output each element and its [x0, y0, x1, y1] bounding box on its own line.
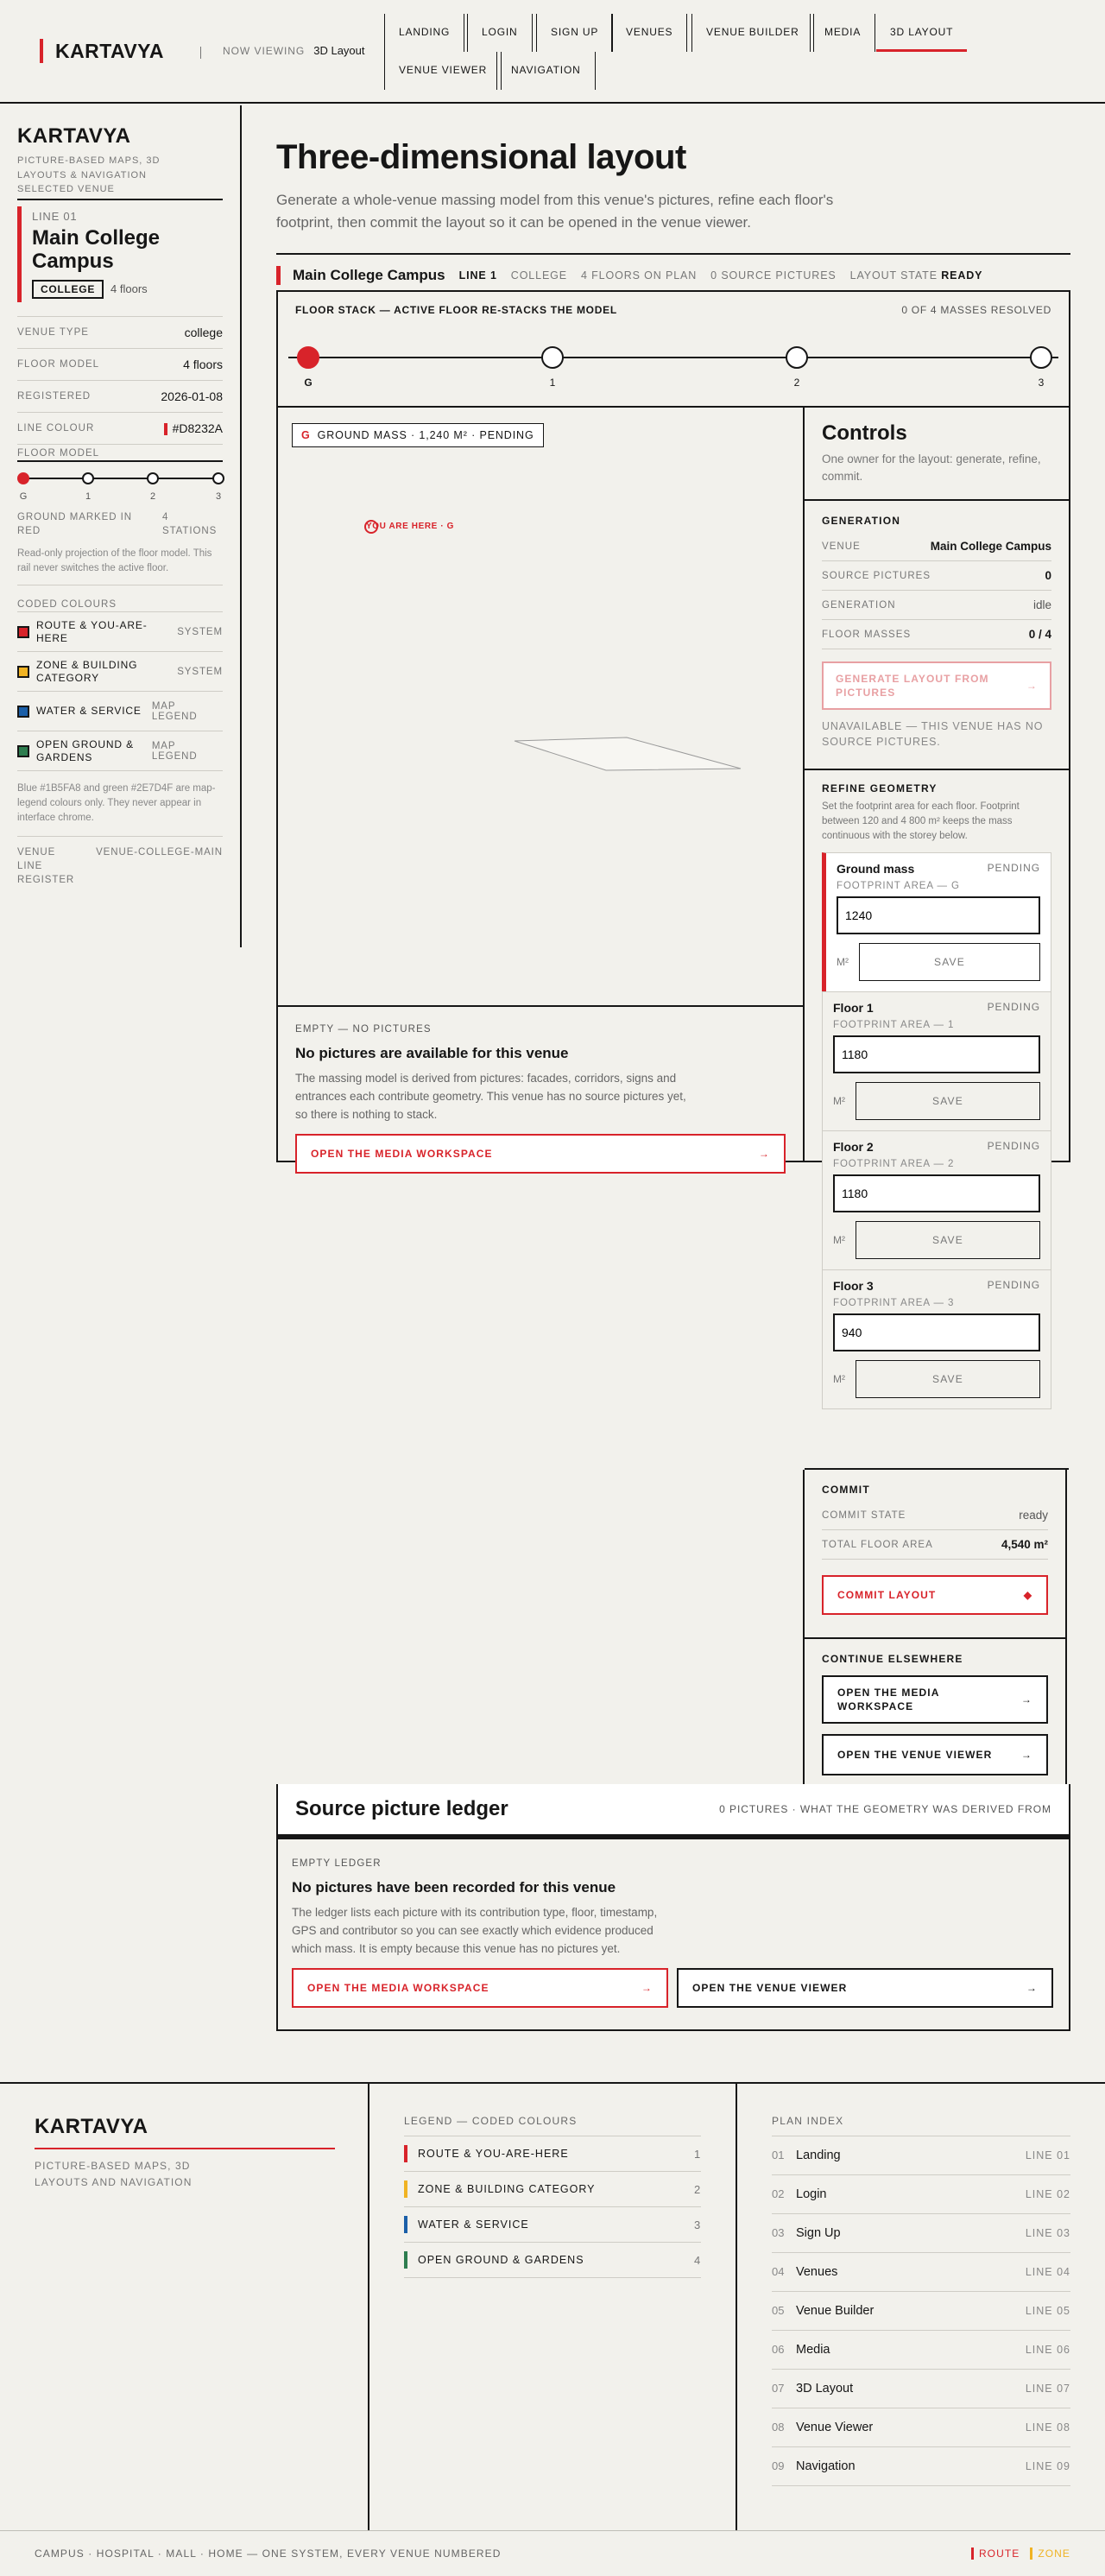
controls-panel — [805, 408, 1069, 1385]
total-floor-area: TOTAL FLOOR AREA 4,540 m² — [822, 1530, 1048, 1560]
layout-workspace — [276, 290, 1070, 1385]
plan-item[interactable]: 03 Sign Up LINE 03 — [772, 2214, 1070, 2253]
colour-note: Blue #1B5FA8 and green #2E7D4F are map-legend colours only. They never appear in interface chrome. — [17, 782, 223, 837]
footprint-input-3[interactable] — [833, 1313, 1040, 1351]
ctx-venue-name: Main College Campus — [293, 267, 445, 283]
continue-media-button[interactable]: OPEN THE MEDIA WORKSPACE → — [822, 1675, 1048, 1724]
diamond-icon: ◆ — [1023, 1589, 1032, 1601]
plan-item[interactable]: 07 3D Layout LINE 07 — [772, 2370, 1070, 2408]
header-divider — [200, 47, 201, 59]
ledger-desc: The ledger lists each picture with its contribution type, floor, timestamp, GPS and contributor so you can see exactly which evidence produced which mass. It is empty because this venue has no pictures yet. — [292, 1906, 658, 1955]
floor-model-label: FLOOR MODEL — [17, 448, 223, 462]
mass-badge: G GROUND MASS · 1,240 M² · PENDING — [292, 423, 544, 447]
venue-floors: 4 floors — [110, 282, 148, 295]
nav-landing[interactable]: LANDING — [384, 14, 464, 52]
plan-item[interactable]: 02 Login LINE 02 — [772, 2175, 1070, 2214]
floor-stop-label: 2 — [793, 377, 800, 389]
main-content — [276, 105, 1070, 1994]
tag-zone: ZONE — [1030, 2548, 1070, 2560]
selected-venue-label: SELECTED VENUE — [17, 184, 223, 194]
nav-venue-viewer[interactable]: VENUE VIEWER — [384, 52, 502, 90]
ledger-open-viewer-button[interactable]: OPEN THE VENUE VIEWER → — [677, 1968, 1053, 2008]
ctx-floors: 4 FLOORS ON PLAN — [580, 269, 698, 282]
floor-stop-g[interactable] — [297, 346, 319, 369]
plan-item[interactable]: 08 Venue Viewer LINE 08 — [772, 2408, 1070, 2447]
site-footer — [0, 2082, 1105, 2574]
rail-station-3 — [212, 472, 224, 484]
empty-pictures-panel — [278, 1005, 805, 1161]
footer-tagline-bottom: CAMPUS · HOSPITAL · MALL · HOME — ONE SYSTEM, EVERY VENUE NUMBERED — [35, 2548, 502, 2560]
rail-station-2 — [147, 472, 159, 484]
now-viewing-value: 3D Layout — [313, 44, 365, 57]
floor-model-rail — [17, 472, 223, 502]
floor-stop-2[interactable] — [786, 346, 808, 369]
plan-item[interactable]: 05 Venue Builder LINE 05 — [772, 2292, 1070, 2331]
zone-swatch — [17, 666, 29, 678]
ledger-kicker: EMPTY LEDGER — [292, 1858, 382, 1869]
ledger-meta: 0 PICTURES · WHAT THE GEOMETRY WAS DERIVED FROM — [719, 1803, 1051, 1815]
stations-count: 4 STATIONS — [162, 512, 218, 536]
detail-line-colour: LINE COLOUR #D8232A — [17, 413, 223, 445]
ledger-heading: No pictures have been recorded for this venue — [292, 1879, 616, 1896]
register-label: VENUE LINE REGISTER — [17, 847, 75, 885]
coded-garden: OPEN GROUND & GARDENS MAP LEGEND — [17, 731, 223, 771]
floor-stop-label: G — [304, 377, 313, 389]
plan-item[interactable]: 01 Landing LINE 01 — [772, 2136, 1070, 2175]
arrow-right-icon: → — [641, 1982, 653, 1994]
continue-head: CONTINUE ELSEWHERE — [822, 1653, 963, 1665]
gen-state: GENERATION idle — [822, 591, 1051, 620]
now-viewing-label: NOW VIEWING — [223, 45, 306, 57]
ctx-pictures: 0 SOURCE PICTURES — [710, 269, 837, 282]
ctx-type: COLLEGE — [510, 269, 567, 282]
rail-label: G — [19, 491, 28, 502]
plan-item[interactable]: 06 Media LINE 06 — [772, 2331, 1070, 2370]
floor-stop-1[interactable] — [541, 346, 564, 369]
arrow-right-icon: → — [1026, 680, 1038, 692]
ground-mass-shape — [511, 727, 744, 779]
ctx-state: READY — [941, 269, 983, 282]
rail-label: 2 — [149, 491, 156, 502]
legend-item-zone: ZONE & BUILDING CATEGORY 2 — [404, 2172, 701, 2207]
nav-venues[interactable]: VENUES — [611, 14, 687, 52]
rail-note: Read-only projection of the floor model. This rail never switches the active floor. — [17, 547, 223, 585]
floor-stack-title: FLOOR STACK — ACTIVE FLOOR RE-STACKS THE MODEL — [295, 304, 617, 316]
open-media-workspace-button[interactable]: OPEN THE MEDIA WORKSPACE → — [295, 1134, 786, 1174]
route-swatch — [17, 626, 29, 638]
arrow-right-icon: → — [1020, 1693, 1032, 1706]
floor-card-1[interactable]: Floor 1 PENDING FOOTPRINT AREA — 1 1180 M² SAVE — [822, 991, 1051, 1130]
sidebar-divider — [17, 199, 223, 200]
floor-stack — [278, 292, 1069, 408]
sidebar-brand: KARTAVYA — [17, 124, 131, 148]
save-floor-2-button[interactable]: SAVE — [856, 1221, 1040, 1259]
footer-bottom-bar — [0, 2530, 1105, 2576]
gen-venue: VENUE Main College Campus — [822, 532, 1051, 561]
legend-item-water: WATER & SERVICE 3 — [404, 2207, 701, 2243]
sidebar-tagline: PICTURE-BASED MAPS, 3D LAYOUTS & NAVIGATION — [17, 155, 161, 180]
nav-venue-builder[interactable]: VENUE BUILDER — [691, 14, 814, 52]
nav-login[interactable]: LOGIN — [467, 14, 533, 52]
top-header — [0, 0, 1105, 104]
detail-floor-model: FLOOR MODEL 4 floors — [17, 349, 223, 381]
footer-brand: KARTAVYA — [35, 2115, 148, 2138]
footprint-input-2[interactable] — [833, 1174, 1040, 1212]
rail-label: 3 — [215, 491, 222, 502]
venue-line: LINE 01 — [32, 210, 78, 223]
ledger-open-media-button[interactable]: OPEN THE MEDIA WORKSPACE → — [292, 1968, 668, 2008]
tag-route: ROUTE — [971, 2548, 1020, 2560]
footer-tagline: PICTURE-BASED MAPS, 3D LAYOUTS AND NAVIGATION — [35, 2160, 193, 2188]
ground-marked-note: GROUND MARKED IN RED — [17, 512, 132, 536]
sidebar — [0, 105, 242, 947]
commit-layout-button[interactable]: COMMIT LAYOUT ◆ — [822, 1575, 1048, 1615]
footprint-input-g[interactable] — [837, 896, 1040, 934]
arrow-right-icon: → — [758, 1148, 770, 1160]
source-picture-ledger — [276, 1784, 1070, 2031]
rail-station-1 — [82, 472, 94, 484]
logo[interactable]: KARTAVYA — [40, 39, 164, 63]
page-lead: Generate a whole-venue massing model from this venue's pictures, refine each floor's footprint, then commit the layout so it can be opened in the venue viewer. — [276, 192, 834, 231]
continue-viewer-button[interactable]: OPEN THE VENUE VIEWER → — [822, 1734, 1048, 1775]
rail-station-g — [17, 472, 29, 484]
plan-item[interactable]: 09 Navigation LINE 09 — [772, 2447, 1070, 2486]
arrow-right-icon: → — [1020, 1749, 1032, 1761]
commit-state: COMMIT STATE ready — [822, 1501, 1048, 1530]
detail-venue-type: VENUE TYPE college — [17, 317, 223, 349]
garden-swatch — [17, 745, 29, 757]
footprint-input-1[interactable] — [833, 1035, 1040, 1073]
floor-stop-label: 3 — [1038, 377, 1045, 389]
save-floor-3-button[interactable]: SAVE — [856, 1360, 1040, 1398]
nav-media[interactable]: MEDIA — [810, 14, 875, 52]
ledger-title: Source picture ledger — [295, 1797, 508, 1820]
arrow-right-icon: → — [1026, 1982, 1038, 1994]
gen-floor-masses: FLOOR MASSES 0 / 4 — [822, 620, 1051, 649]
nav-sign-up[interactable]: SIGN UP — [536, 14, 613, 52]
ctx-state-label: LAYOUT STATE — [849, 269, 938, 282]
floor-stop-label: 1 — [549, 377, 556, 389]
empty-kicker: EMPTY — NO PICTURES — [295, 1024, 432, 1035]
floor-card-2[interactable]: Floor 2 PENDING FOOTPRINT AREA — 2 1180 M² SAVE — [822, 1130, 1051, 1269]
nav-3d-layout[interactable]: 3D LAYOUT — [876, 14, 967, 52]
you-are-here-marker: YOU ARE HERE · G — [349, 522, 454, 531]
now-viewing — [223, 44, 365, 57]
water-swatch — [17, 706, 29, 718]
plan-item[interactable]: 04 Venues LINE 04 — [772, 2253, 1070, 2292]
line-colour-swatch — [164, 423, 167, 435]
controls-title: Controls — [822, 421, 907, 445]
generation-head: GENERATION — [822, 515, 901, 527]
plan-index-head: PLAN INDEX — [772, 2115, 1070, 2136]
coded-colours-label: CODED COLOURS — [17, 599, 223, 612]
nav-navigation[interactable]: NAVIGATION — [496, 52, 596, 90]
controls-panel-lower — [803, 1470, 1067, 1796]
empty-desc: The massing model is derived from pictures: facades, corridors, signs and entrances each contribute geometry. This venue has no source pictures yet, so there is nothing to stack. — [295, 1072, 686, 1121]
floor-card-g[interactable]: Ground mass PENDING FOOTPRINT AREA — G 1240 M² SAVE — [822, 852, 1051, 991]
refine-desc: Set the footprint area for each floor. Footprint between 120 and 4 800 m² keeps the mass continuous with the storey below. — [822, 801, 1020, 841]
legend-item-route: ROUTE & YOU-ARE-HERE 1 — [404, 2136, 701, 2172]
generate-layout-button[interactable]: GENERATE LAYOUT FROM PICTURES → — [822, 661, 1051, 710]
coded-route: ROUTE & YOU-ARE-HERE SYSTEM — [17, 612, 223, 652]
register-value: VENUE-COLLEGE-MAIN — [96, 847, 223, 858]
refine-head: REFINE GEOMETRY — [822, 782, 938, 794]
masses-resolved: 0 OF 4 MASSES RESOLVED — [901, 304, 1051, 316]
floor-card-3[interactable]: Floor 3 PENDING FOOTPRINT AREA — 3 940 M² SAVE — [822, 1269, 1051, 1408]
page-title: Three-dimensional layout — [276, 138, 686, 176]
rail-label: 1 — [85, 491, 92, 502]
controls-subtitle: One owner for the layout: generate, refine, commit. — [822, 453, 1041, 483]
venue-type-chip: COLLEGE — [32, 280, 104, 299]
detail-registered: REGISTERED 2026-01-08 — [17, 381, 223, 413]
massing-stage[interactable] — [278, 408, 805, 1005]
coded-water: WATER & SERVICE MAP LEGEND — [17, 692, 223, 731]
footer-legend-head: LEGEND — CODED COLOURS — [404, 2115, 701, 2136]
ctx-line: LINE 1 — [458, 269, 497, 282]
gen-source-pictures: SOURCE PICTURES 0 — [822, 561, 1051, 591]
coded-zone: ZONE & BUILDING CATEGORY SYSTEM — [17, 652, 223, 692]
floor-stop-3[interactable] — [1030, 346, 1052, 369]
venue-name: Main College Campus — [32, 226, 161, 273]
empty-title: No pictures are available for this venue — [295, 1045, 569, 1061]
selected-venue-card[interactable] — [17, 206, 223, 302]
generation-unavailable-note: UNAVAILABLE — THIS VENUE HAS NO SOURCE PICTURES. — [822, 720, 1044, 748]
commit-head: COMMIT — [822, 1484, 870, 1496]
legend-item-garden: OPEN GROUND & GARDENS 4 — [404, 2243, 701, 2278]
save-floor-1-button[interactable]: SAVE — [856, 1082, 1040, 1120]
save-floor-g-button[interactable]: SAVE — [859, 943, 1040, 981]
